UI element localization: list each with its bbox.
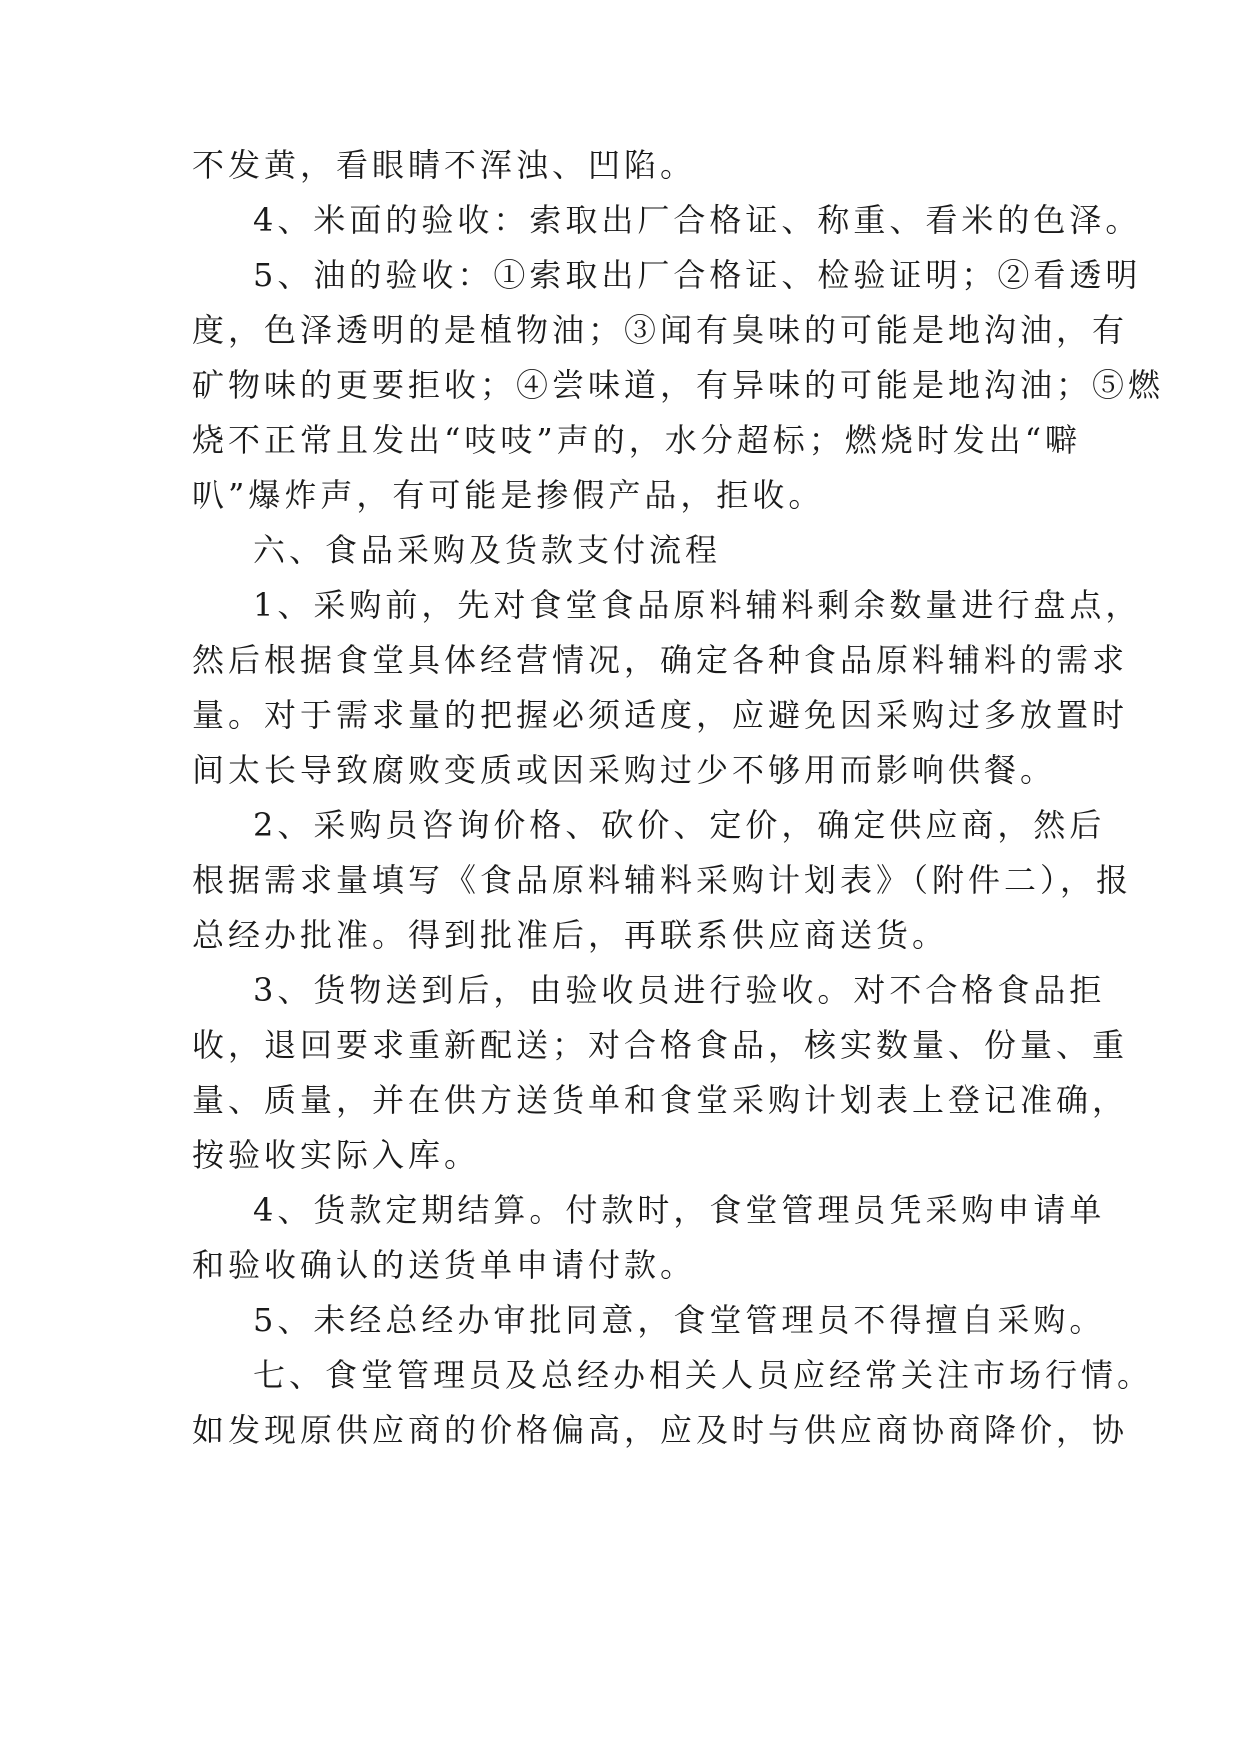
text-line: 烧不正常且发出“吱吱”声的，水分超标；燃烧时发出“噼 <box>192 421 1082 459</box>
text-line: 然后根据食堂具体经营情况，确定各种食品原料辅料的需求 <box>192 641 1129 679</box>
text-line: 矿物味的更要拒收；④尝味道，有异味的可能是地沟油；⑤燃 <box>192 366 1165 404</box>
text-line: 1、采购前，先对食堂食品原料辅料剩余数量进行盘点， <box>253 586 1142 624</box>
text-line: 间太长导致腐败变质或因采购过少不够用而影响供餐。 <box>192 751 1057 789</box>
text-line: 2、采购员咨询价格、砍价、定价，确定供应商，然后 <box>253 806 1106 844</box>
section-heading: 七、食堂管理员及总经办相关人员应经常关注市场行情。 <box>253 1356 1154 1394</box>
text-line: 收，退回要求重新配送；对合格食品，核实数量、份量、重 <box>192 1026 1129 1064</box>
text-line: 3、货物送到后，由验收员进行验收。对不合格食品拒 <box>253 971 1106 1009</box>
text-line: 量、质量，并在供方送货单和食堂采购计划表上登记准确， <box>192 1081 1129 1119</box>
text-line: 如发现原供应商的价格偏高，应及时与供应商协商降价，协 <box>192 1411 1129 1449</box>
text-line: 不发黄，看眼睛不浑浊、凹陷。 <box>192 146 697 184</box>
text-line: 5、未经总经办审批同意，食堂管理员不得擅自采购。 <box>253 1301 1106 1339</box>
text-line: 总经办批准。得到批准后，再联系供应商送货。 <box>192 916 949 954</box>
section-heading: 六、食品采购及货款支付流程 <box>253 531 722 569</box>
text-line: 4、米面的验收：索取出厂合格证、称重、看米的色泽。 <box>253 201 1142 239</box>
text-line: 度，色泽透明的是植物油；③闻有臭味的可能是地沟油，有 <box>192 311 1129 349</box>
text-line: 和验收确认的送货单申请付款。 <box>192 1246 697 1284</box>
text-line: 按验收实际入库。 <box>192 1136 481 1174</box>
text-line: 根据需求量填写《食品原料辅料采购计划表》（附件二），报 <box>192 861 1133 899</box>
text-line: 叭”爆炸声，有可能是掺假产品，拒收。 <box>192 476 825 514</box>
text-line: 4、货款定期结算。付款时，食堂管理员凭采购申请单 <box>253 1191 1106 1229</box>
text-line: 5、油的验收：①索取出厂合格证、检验证明；②看透明 <box>253 256 1142 294</box>
text-line: 量。对于需求量的把握必须适度，应避免因采购过多放置时 <box>192 696 1129 734</box>
